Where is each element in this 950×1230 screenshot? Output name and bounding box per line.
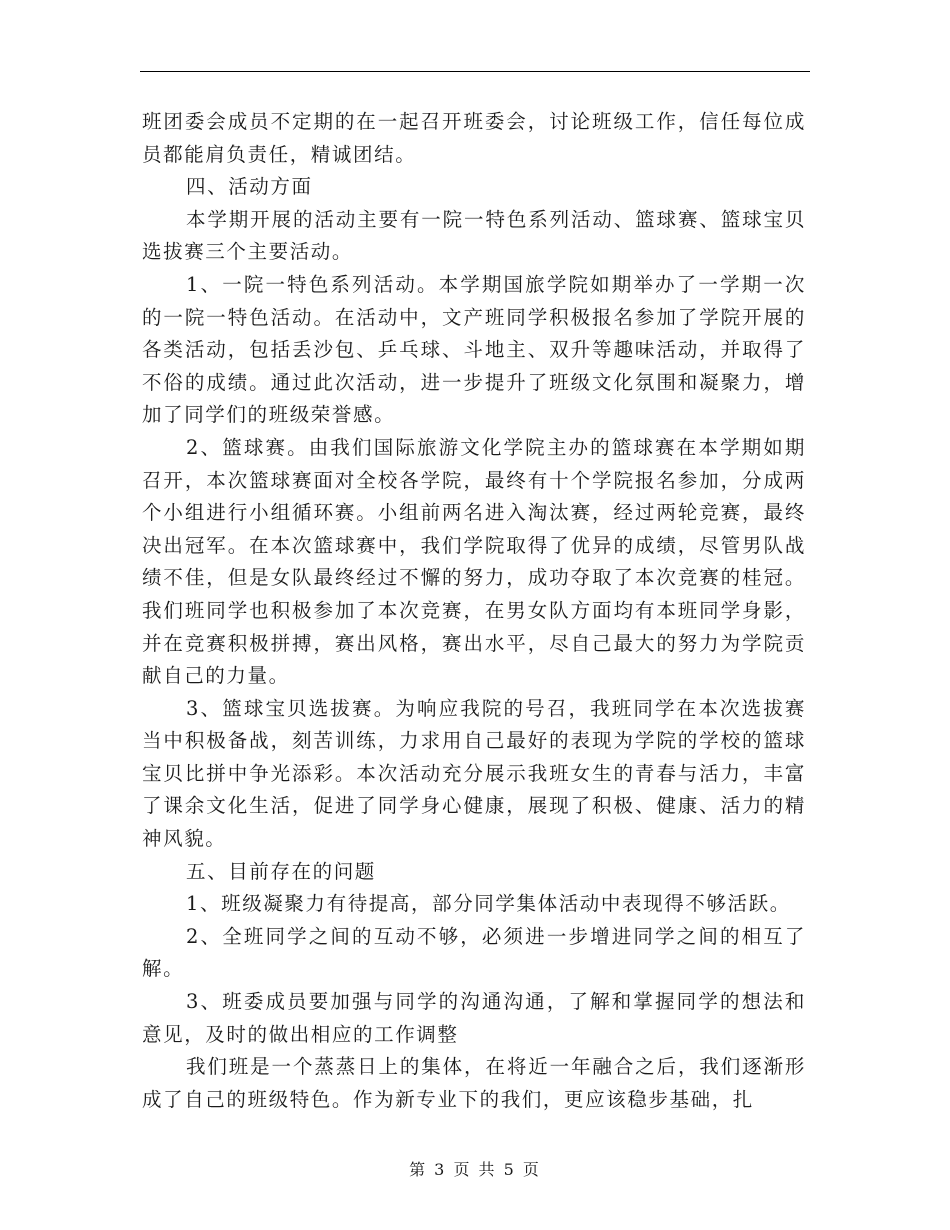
section-heading-problems: 五、目前存在的问题 [186, 859, 376, 883]
paragraph: 我们班是一个蒸蒸日上的集体，在将近一年融合之后，我们逐渐形成了自己的班级特色。作为新专业下的我们，更应该稳步基础，扎 [142, 1055, 806, 1111]
paragraph: 3、篮球宝贝选拔赛。为响应我院的号召，我班同学在本次选拔赛当中积极备战，刻苦训练，力求用自己最好的表现为学院的学校的篮球宝贝比拼中争光添彩。本次活动充分展示我班女生的青春与活力，丰富了课余文化生活，促进了同学身心健康，展现了积极、健康、活力的精神风貌。 [142, 696, 806, 851]
paragraph: 1、一院一特色系列活动。本学期国旅学院如期举办了一学期一次的一院一特色活动。在活动中，文产班同学积极报名参加了学院开展的各类活动，包括丢沙包、乒乓球、斗地主、双升等趣味活动，并取得了不俗的成绩。通过此次活动，进一步提升了班级文化氛围和凝聚力，增加了同学们的班级荣誉感。 [142, 272, 806, 427]
body-text [142, 106, 806, 1116]
header-rule [140, 71, 810, 72]
section-heading-activities: 四、活动方面 [186, 175, 313, 199]
paragraph: 2、全班同学之间的互动不够，必须进一步增进同学之间的相互了解。 [142, 924, 806, 981]
paragraph: 班团委会成员不定期的在一起召开班委会，讨论班级工作，信任每位成员都能肩负责任，精诚团结。 [142, 110, 806, 166]
paragraph: 3、班委成员要加强与同学的沟通沟通，了解和掌握同学的想法和意见，及时的做出相应的工作调整 [142, 990, 806, 1046]
paragraph: 本学期开展的活动主要有一院一特色系列活动、篮球赛、篮球宝贝选拔赛三个主要活动。 [142, 207, 806, 264]
page-number: 第 3 页 共 5 页 [409, 1160, 541, 1179]
paragraph: 1、班级凝聚力有待提高，部分同学集体活动中表现得不够活跃。 [186, 892, 791, 916]
paragraph: 2、篮球赛。由我们国际旅游文化学院主办的篮球赛在本学期如期召开，本次篮球赛面对全校各学院，最终有十个学院报名参加，分成两个小组进行小组循环赛。小组前两名进入淘汰赛，经过两轮竞赛，最终决出冠军。在本次篮球赛中，我们学院取得了优异的成绩，尽管男队战绩不佳，但是女队最终经过不懈的努力，成功夺取了本次竞赛的桂冠。我们班同学也积极参加了本次竞赛，在男女队方面均有本班同学身影，并在竞赛积极拼搏，赛出风格，赛出水平，尽自己最大的努力为学院贡献自己的力量。 [142, 435, 806, 688]
